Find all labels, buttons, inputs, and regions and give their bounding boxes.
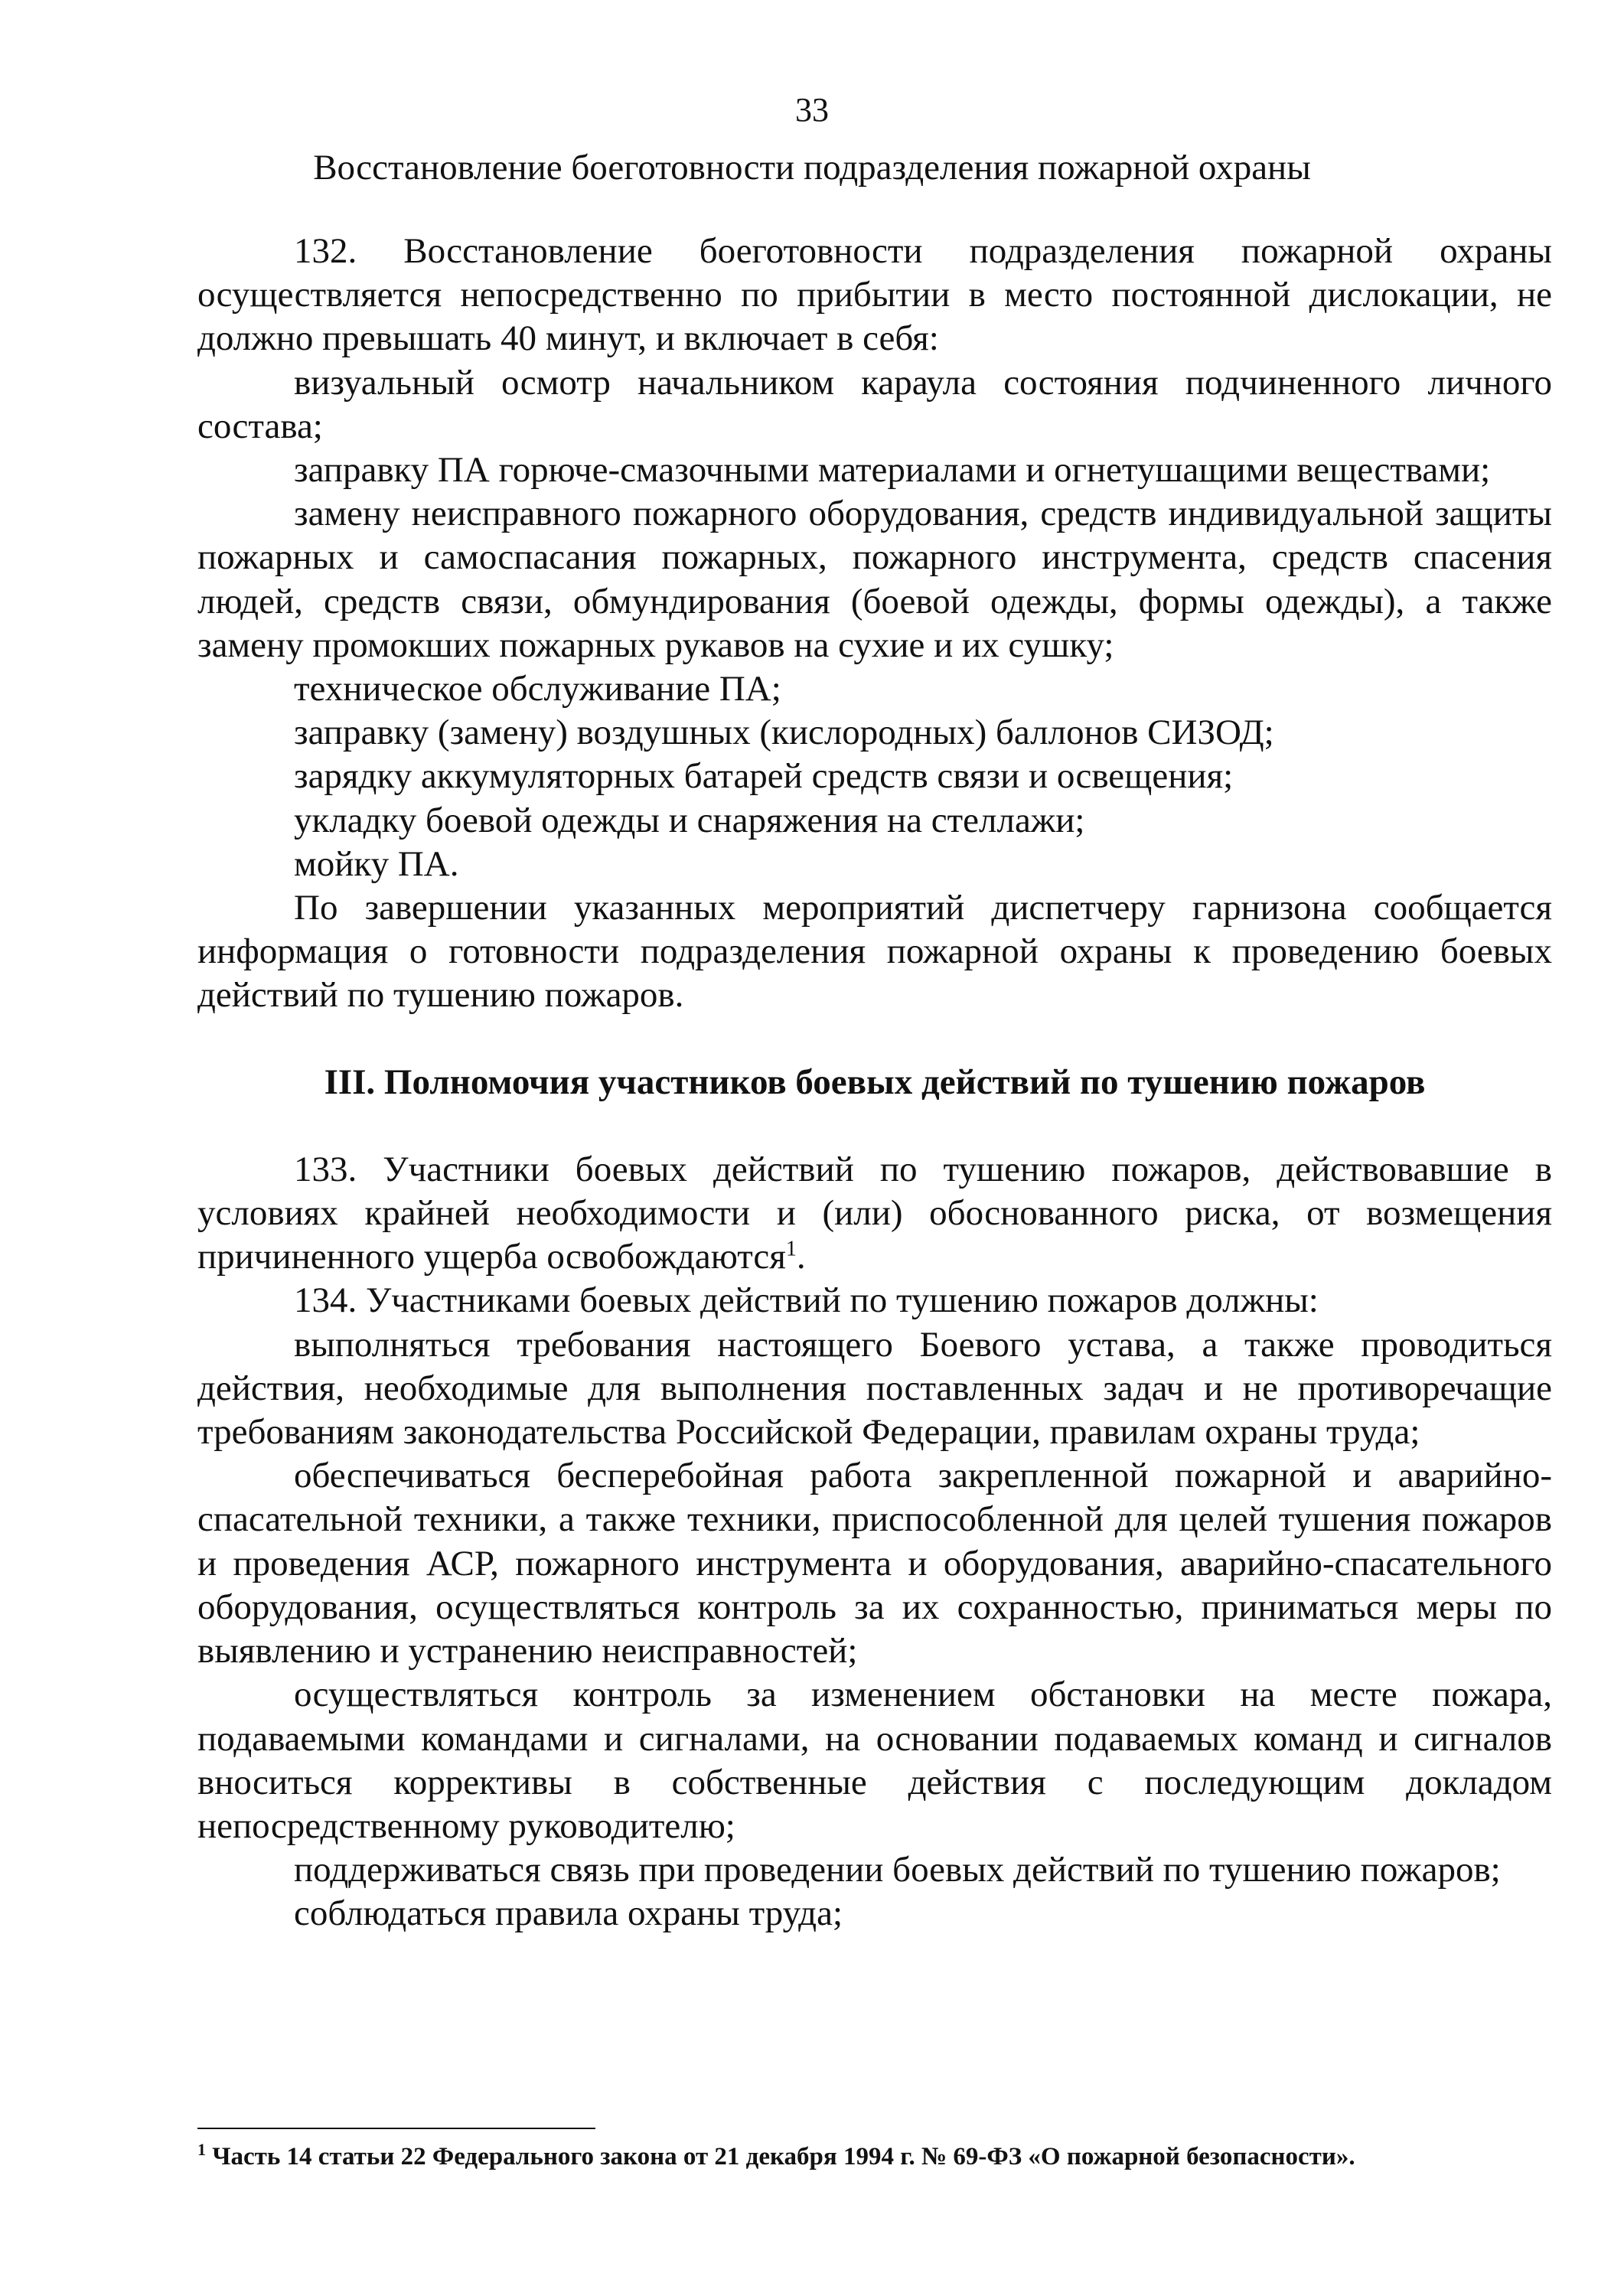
list-item: соблюдаться правила охраны труда;: [294, 1893, 843, 1934]
footnote-marker: 1: [197, 2140, 206, 2159]
list-item: заправку ПА горюче-смазочными материалами и огнетушащими веществами;: [294, 450, 1491, 491]
footnote-text: Часть 14 статьи 22 Федерального закона от 21 декабря 1994 г. № 69-ФЗ «О пожарной безопасности».: [206, 2143, 1355, 2170]
list-item: замену неисправного пожарного оборудования, средств индивидуальной защиты пожарных и самоспасания пожарных, пожарного инструмента, средств спасения людей, средств связи, обмундирования (боевой одежды, формы одежды), а также замену промокших пожарных рукавов на сухие и их сушку;: [197, 494, 1552, 665]
list-item: зарядку аккумуляторных батарей средств связи и освещения;: [294, 756, 1234, 797]
paragraph-132: 132. Восстановление боеготовности подразделения пожарной охраны осуществляется непосредственно по прибытии в место постоянной дислокации, не должно превышать 40 минут, и включает в себя:: [197, 231, 1552, 359]
paragraph-133-end: .: [796, 1237, 806, 1277]
list-item: поддерживаться связь при проведении боевых действий по тушению пожаров;: [294, 1850, 1501, 1890]
list-item: визуальный осмотр начальником караула состояния подчиненного личного состава;: [197, 362, 1552, 446]
list-item: заправку (замену) воздушных (кислородных) баллонов СИЗОД;: [294, 713, 1274, 753]
footnote-reference: 1: [785, 1237, 797, 1261]
body-text: [197, 230, 1552, 1936]
paragraph-133-text: 133. Участники боевых действий по тушению пожаров, действовавшие в условиях крайней необходимости и (или) обоснованного риска, от возмещения причиненного ущерба освобождаются: [197, 1149, 1552, 1277]
list-item: укладку боевой одежды и снаряжения на стеллажи;: [294, 800, 1085, 840]
page-number: 33: [795, 91, 829, 129]
list-item: обеспечиваться бесперебойная работа закрепленной пожарной и аварийно-спасательной техники, а также техники, приспособленной для целей тушения пожаров и проведения АСР, пожарного инструмента и оборудования, аварийно-спасательного оборудования, осуществляться контроль за их сохранностью, приниматься меры по выявлению и устранению неисправностей;: [197, 1456, 1552, 1671]
footnote-divider: [197, 2128, 595, 2129]
paragraph-133: [197, 1148, 1552, 1280]
list-item: выполняться требования настоящего Боевого устава, а также проводиться действия, необходимые для выполнения поставленных задач и не противоречащие требованиям законодательства Российской Федерации, правилам охраны труда;: [197, 1324, 1552, 1453]
chapter-heading: III. Полномочия участников боевых действий по тушению пожаров: [324, 1062, 1426, 1102]
completion-paragraph: По завершении указанных мероприятий диспетчеру гарнизона сообщается информация о готовности подразделения пожарной охраны к проведению боевых действий по тушению пожаров.: [197, 888, 1552, 1016]
list-item: осуществляться контроль за изменением обстановки на месте пожара, подаваемыми командами и сигналами, на основании подаваемых команд и сигналов вноситься коррективы в собственные действия с последующим докладом непосредственному руководителю;: [197, 1675, 1552, 1846]
list-item: техническое обслуживание ПА;: [294, 669, 781, 709]
paragraph-134: 134. Участниками боевых действий по тушению пожаров должны:: [294, 1280, 1319, 1321]
footnote: [197, 2140, 1552, 2171]
section-title: Восстановление боеготовности подразделения пожарной охраны: [313, 148, 1311, 188]
list-item: мойку ПА.: [294, 843, 459, 884]
